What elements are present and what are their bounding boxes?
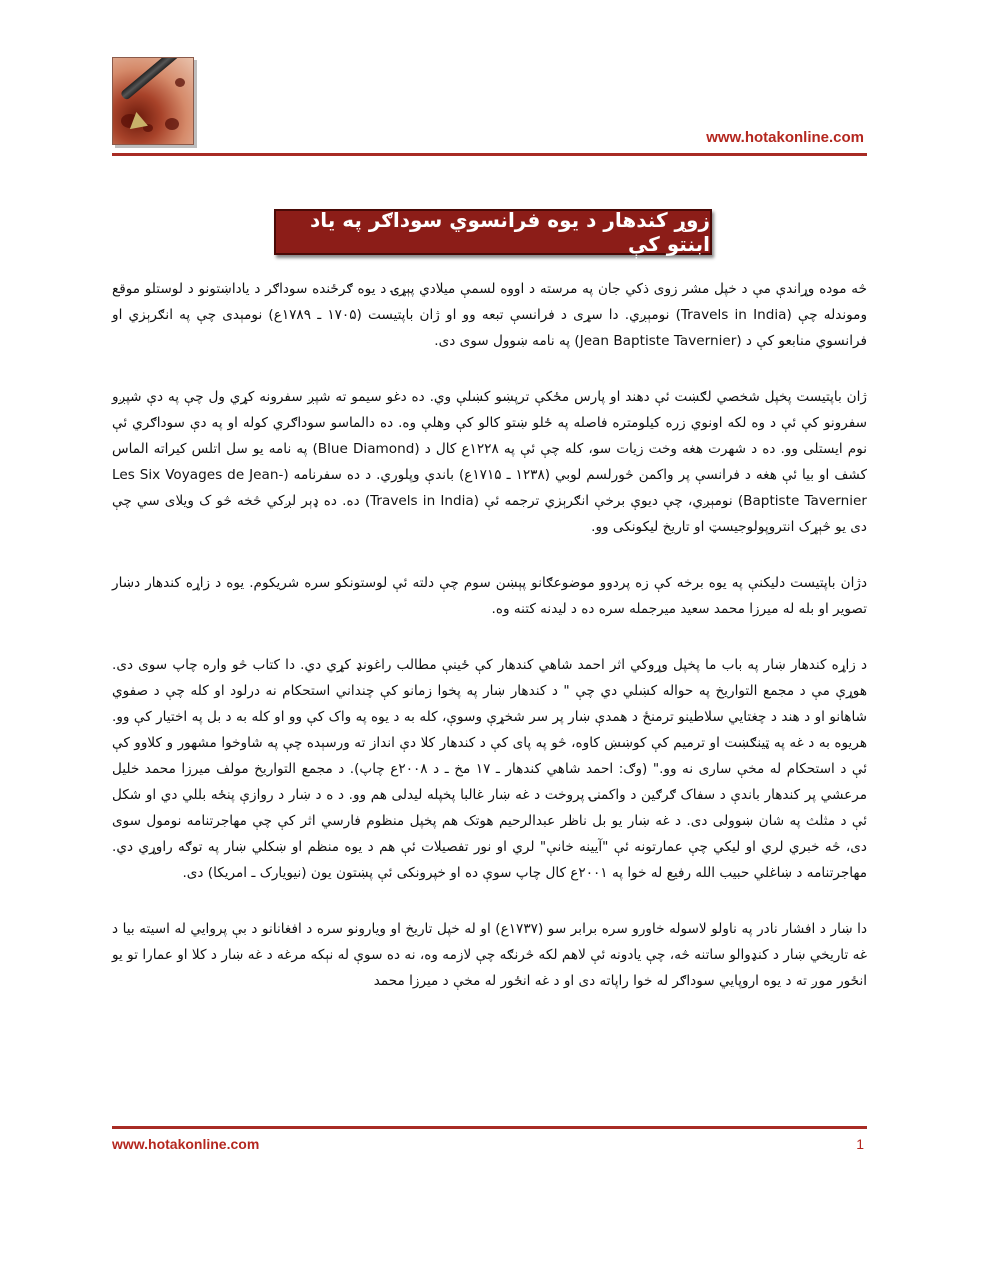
article-body (112, 276, 867, 1024)
article-title: زوړ کندهار د يوه فرانسوي سوداګر په ياد ابنتو کې (310, 208, 710, 256)
footer-divider (112, 1126, 867, 1129)
page-number: 1 (856, 1136, 864, 1152)
paragraph-5: دا ښار د افشار نادر په ناولو لاسوله خاورو سره برابر سو (۱۷۳۷ع) او له خپل تاريخ او ويارونو سره د افغانانو د بې پروايي له اسيته بيا د غه تاريخي ښار د کنډوالو ساتنه څه، چې يادونه ئې لاهم لکه څرنګه چې لازمه وه، نه ده سوې له نېکه مرغه د غه ښار د کلا او عمارا تو يو انځور موږ ته د يوه اروپايي سوداګر له خوا راپاته دی او د غه انځور له مخې د ميرزا محمد (112, 921, 867, 989)
header-divider (112, 153, 867, 156)
paragraph-2: ژان باپتيست پخپل شخصي لګښت ئې دهند او پارس مځکې ترپښو کښلې وي. ده دغو سيمو ته شپږ سفرونه کړي ول چې په دې شپږو سفرونو کې ئې د وه لکه اونوي زره کيلومتره فاصله په ځلو ښتو کالو کې وهلې وه. ده دالماسو سوداګري کوله او په دې سوداګري ئې نوم ايستلی وو. ده د شهرت هغه وخت زيات سو، کله چې ئې په ۱۲۲۸ع کال د (Blue Diamond) په نامه يو سل اتلس کيراته الماس کشف او بيا ئې هغه د فرانسې پر واکمن څورلسم لوبي (۱۲۳۸ ـ ۱۷۱۵ع) باندې وپلوري. د ده سفرنامه (Les Six Voyages de Jean-Baptiste Tavernier) نومېږي، چې ديوې برخې انګرېزي ترجمه ئې (Travels in India) ده. ده ډېر لږکي څخه څو ک ويلای سي چې دی يو څېړک انتروپولوجيسټ او تاريخ ليکونکی وو. (112, 389, 868, 535)
article-title-banner (274, 209, 712, 255)
footer-site-link[interactable]: www.hotakonline.com (112, 1136, 260, 1152)
fountain-pen-icon (112, 57, 194, 145)
paragraph-3: دژان باپتيست دليکنې په يوه برخه کې زه پردوو موضوعګانو پېښن سوم چې دلته ئې لوستونکو سره شريکوم. يوه د زاړه کندهار دښار تصوير او بله له ميرزا محمد سعيد ميرجمله سره ده د ليدنه کتنه وه. (112, 575, 867, 617)
paragraph-4: د زاړه کندهار ښار په باب ما پخپل وړوکي اثر احمد شاهي کندهار کې ځينې مطالب راغونډ کړي دي. دا کتاب څو واره چاپ سوی دی. هوړې مې د مجمع التواريخ په حواله کښلي دي چې " د کندهار ښار په پخوا زمانو کې چنداني استحکام نه درلود او کله چې د صفوي شاهانو او د هند د چغتايي سلاطينو ترمنځ د همدې ښار پر سر شخړې وسوې، کله به د يوه په واک کې وو او کله به د بل په اختيار کې وو. هريوه به د غه په ټينګښت او ترميم کې کوښښ کاوه، څو په پای کې د کندهار کلا دې انداز ته ورسېده چې په شاوخوا مشهور و کلاوو کې ئې د استحکام له مخې ساری نه وو." (وګ: احمد شاهي کندهار ـ ۱۷ مخ ـ د ۲۰۰۸ع چاپ). د مجمع التواريخ مولف ميرزا محمد خليل مرعشي پر کندهار باندې د سفاک ګرګين د واکمنۍ پروخت د غه ښار غالبا پخپله ليدلی هم وو. د ه د ښار د روازې پنځه بللي دي او شکل ئې د مثلث په شان ښوولی دی. د غه ښار يو بل ناظر عبدالرحيم هوتک هم پخپل منظوم فارسي اثر کې چې مهاجرتنامه نومول سوی دی، څه خبري لري او ليکي چې عمارتونه ئې "آيينه خانې" لري او نور تفصيلات ئې هم د يوه منظم او ښکلي ښار په توګه راوړي دي. مهاجرتنامه د ښاغلي حبيب الله رفيع له خوا په ۲۰۰۱ع کال چاپ سوې ده او خپرونکی ئې پښتون يون (نيويارک ـ امريکا) دی. (112, 657, 867, 881)
header-site-link[interactable]: www.hotakonline.com (706, 129, 864, 146)
paragraph-1: څه موده وړاندې مې د خپل مشر زوی ذکي جان په مرسته د اووه لسمې ميلادي پېړۍ د يوه ګرځنده سوداګر د ياداښتونو د لوستلو موقع وموندله چې (Travels in India) نومېږي. دا سړی د فرانسې تبعه وو او ژان باپتيست (۱۷۰۵ ـ ۱۷۸۹ع) نومېدی چې په انګرېزي او فرانسوي منابعو کې د (Jean Baptiste Tavernier) په نامه ښوول سوی دی. (112, 281, 868, 349)
